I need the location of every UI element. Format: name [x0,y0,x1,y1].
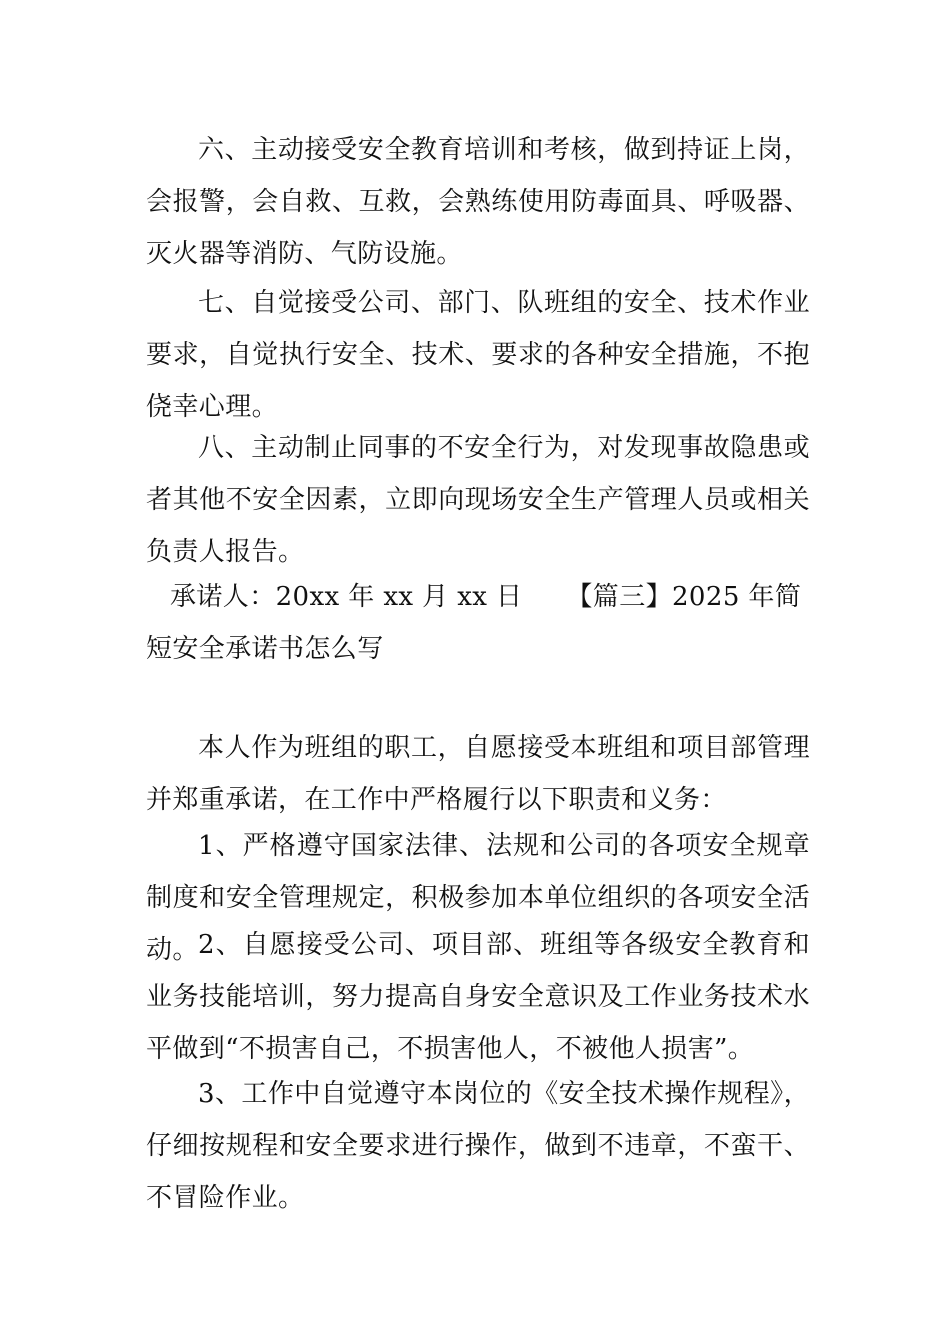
clause-7-paragraph: 七、自觉接受公司、部门、队班组的安全、技术作业要求，自觉执行安全、技术、要求的各种安全措施，不抱侥幸心理。 [146,288,810,422]
item-3-paragraph: 3、工作中自觉遵守本岗位的《安全技术操作规程》，仔细按规程和安全要求进行操作，做到不违章，不蛮干、不冒险作业。 [146,1079,810,1213]
item-2-paragraph: 2、自愿接受公司、项目部、班组等各级安全教育和业务技能培训，努力提高自身安全意识及工作业务技术水平做到“不损害自己，不损害他人，不被他人损害”。 [146,930,810,1064]
signature-text: 承诺人：20xx 年 xx 月 xx 日 [170,582,523,612]
item-1-paragraph: 1、严格遵守国家法律、法规和公司的各项安全规章制度和安全管理规定，积极参加本单位组织的各项安全活动。 [146,831,810,965]
section-heading: 【篇三】2025 年简短安全承诺书怎么写 [146,582,802,664]
intro-paragraph: 本人作为班组的职工，自愿接受本班组和项目部管理并郑重承诺，在工作中严格履行以下职责和义务： [146,733,810,815]
clause-8-paragraph: 八、主动制止同事的不安全行为，对发现事故隐患或者其他不安全因素，立即向现场安全生产管理人员或相关负责人报告。 [146,433,810,567]
signature-and-heading-line [146,571,810,675]
clause-6-paragraph: 六、主动接受安全教育培训和考核，做到持证上岗，会报警，会自救、互救，会熟练使用防毒面具、呼吸器、灭火器等消防、气防设施。 [146,135,810,269]
